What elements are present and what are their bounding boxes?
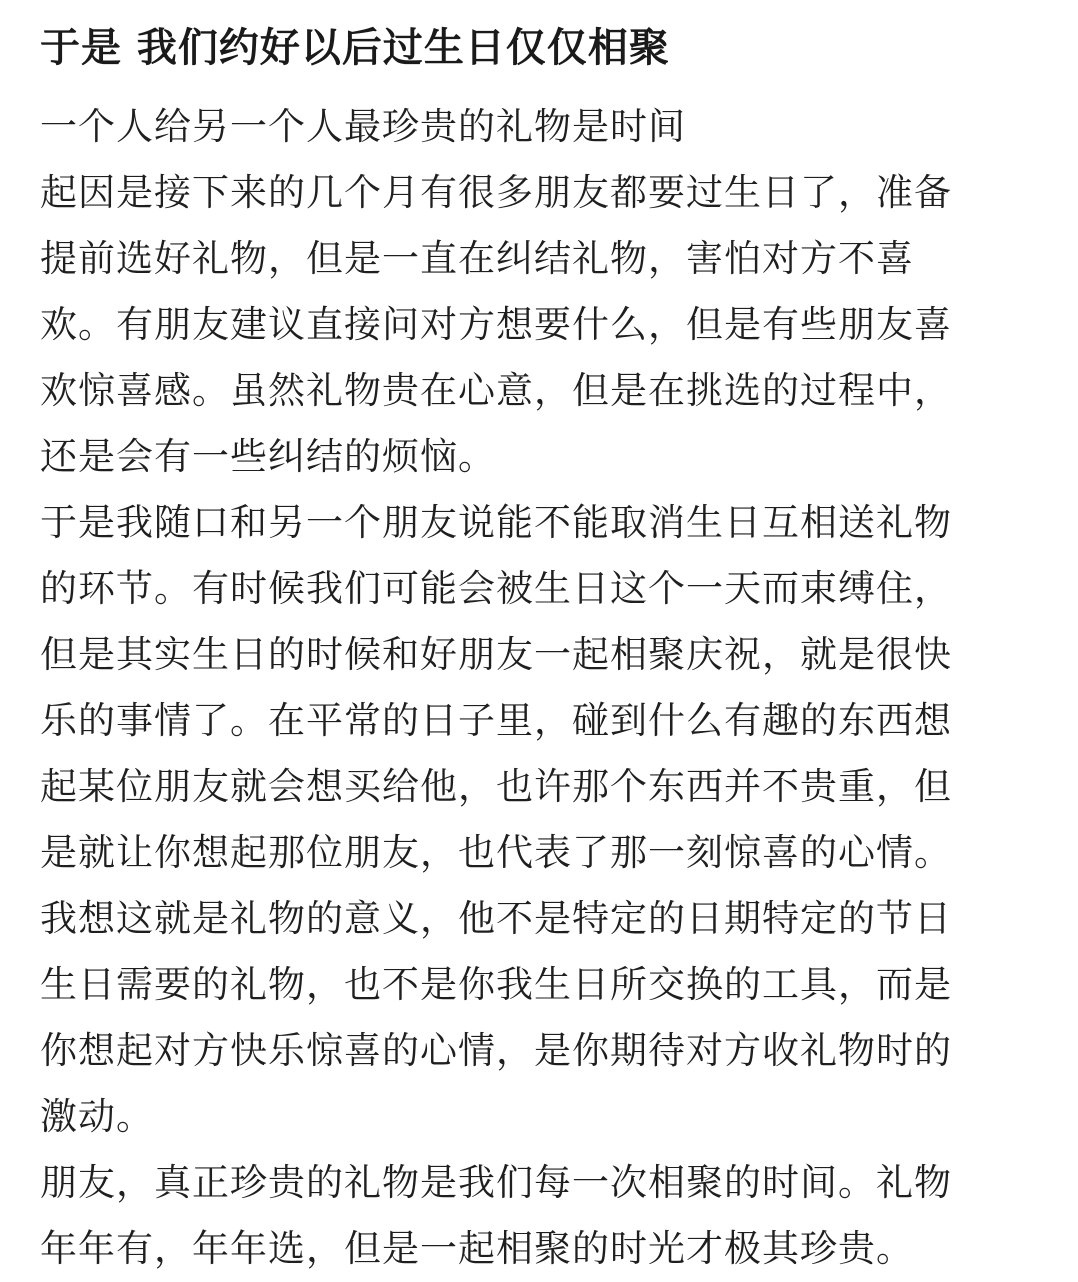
body-line: 激动。	[40, 1095, 154, 1138]
post-title: 于是 我们约好以后过生日仅仅相聚	[40, 25, 670, 71]
body-line: 欢惊喜感。虽然礼物贵在心意，但是在挑选的过程中，	[40, 369, 952, 412]
body-line: 你想起对方快乐惊喜的心情，是你期待对方收礼物时的	[40, 1029, 952, 1072]
body-line: 是就让你想起那位朋友，也代表了那一刻惊喜的心情。	[40, 831, 952, 874]
body-line: 年年有，年年选，但是一起相聚的时光才极其珍贵。	[40, 1227, 914, 1270]
body-line: 我想这就是礼物的意义，他不是特定的日期特定的节日	[40, 897, 952, 940]
body-line: 但是其实生日的时候和好朋友一起相聚庆祝，就是很快	[40, 633, 952, 676]
body-line: 还是会有一些纠结的烦恼。	[40, 435, 496, 478]
post-content	[40, 16, 1040, 1282]
body-line: 起某位朋友就会想买给他，也许那个东西并不贵重，但	[40, 765, 952, 808]
body-line: 朋友，真正珍贵的礼物是我们每一次相聚的时间。礼物	[40, 1161, 952, 1204]
body-line: 一个人给另一个人最珍贵的礼物是时间	[40, 105, 686, 148]
body-line: 欢。有朋友建议直接问对方想要什么，但是有些朋友喜	[40, 303, 952, 346]
body-line: 提前选好礼物，但是一直在纠结礼物，害怕对方不喜	[40, 237, 914, 280]
body-line: 的环节。有时候我们可能会被生日这个一天而束缚住，	[40, 567, 952, 610]
body-line: 生日需要的礼物，也不是你我生日所交换的工具，而是	[40, 963, 952, 1006]
body-line: 乐的事情了。在平常的日子里，碰到什么有趣的东西想	[40, 699, 952, 742]
body-line: 于是我随口和另一个朋友说能不能取消生日互相送礼物	[40, 501, 952, 544]
body-line: 起因是接下来的几个月有很多朋友都要过生日了，准备	[40, 171, 952, 214]
post-body	[40, 94, 1040, 1282]
